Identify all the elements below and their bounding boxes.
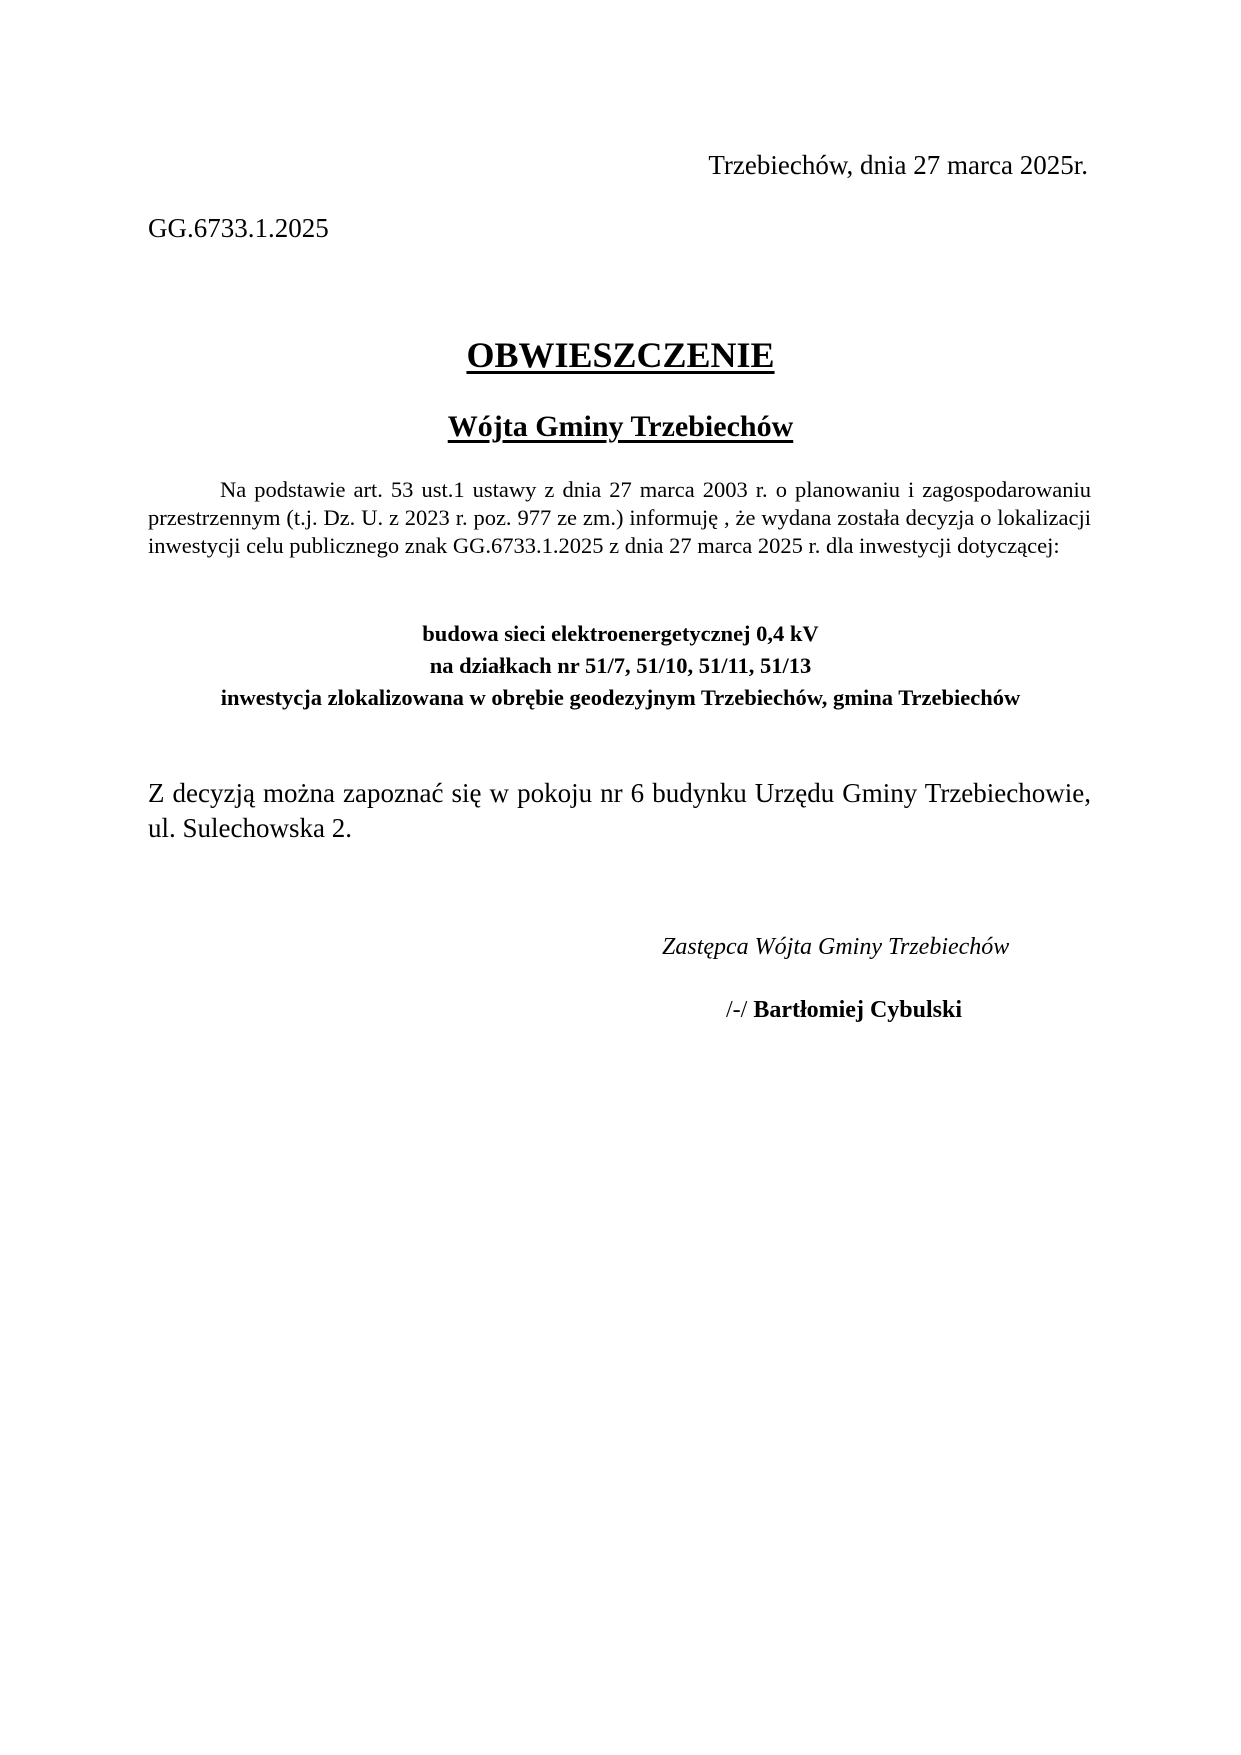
body-paragraph: Na podstawie art. 53 ust.1 ustawy z dnia 27 marca 2003 r. o planowaniu i zagospodarowaniu przestrzennym (t.j. Dz. U. z 2023 r. poz. 977 ze zm.) informuję , że wydana została decyzja o lokalizacji inwestycji celu publicznego znak GG.6733.1.2025 z dnia 27 marca 2025 r. dla inwestycji dotyczącej: bbox=[148, 477, 1091, 558]
date-line: Trzebiechów, dnia 27 marca 2025r. bbox=[708, 150, 1088, 180]
investment-line-2: na działkach nr 51/7, 51/10, 51/11, 51/13 bbox=[429, 653, 812, 678]
signature-prefix: /-/ bbox=[726, 997, 748, 1023]
investment-line-3: inwestycja zlokalizowana w obrębie geodezyjnym Trzebiechów, gmina Trzebiechów bbox=[220, 685, 1021, 710]
signature-name: Bartłomiej Cybulski bbox=[753, 997, 963, 1023]
investment-description bbox=[0, 618, 1241, 714]
signature-block bbox=[726, 995, 962, 1025]
document-subtitle: Wójta Gminy Trzebiechów bbox=[447, 410, 794, 443]
info-paragraph: Z decyzją można zapoznać się w pokoju nr 6 budynku Urzędu Gminy Trzebiechowie, ul. Sulechowska 2. bbox=[148, 778, 1091, 843]
document-title: OBWIESZCZENIE bbox=[466, 335, 775, 375]
reference-number: GG.6733.1.2025 bbox=[148, 213, 329, 243]
signature-role: Zastępca Wójta Gminy Trzebiechów bbox=[662, 934, 1010, 960]
investment-line-1: budowa sieci elektroenergetycznej 0,4 kV bbox=[422, 621, 819, 646]
